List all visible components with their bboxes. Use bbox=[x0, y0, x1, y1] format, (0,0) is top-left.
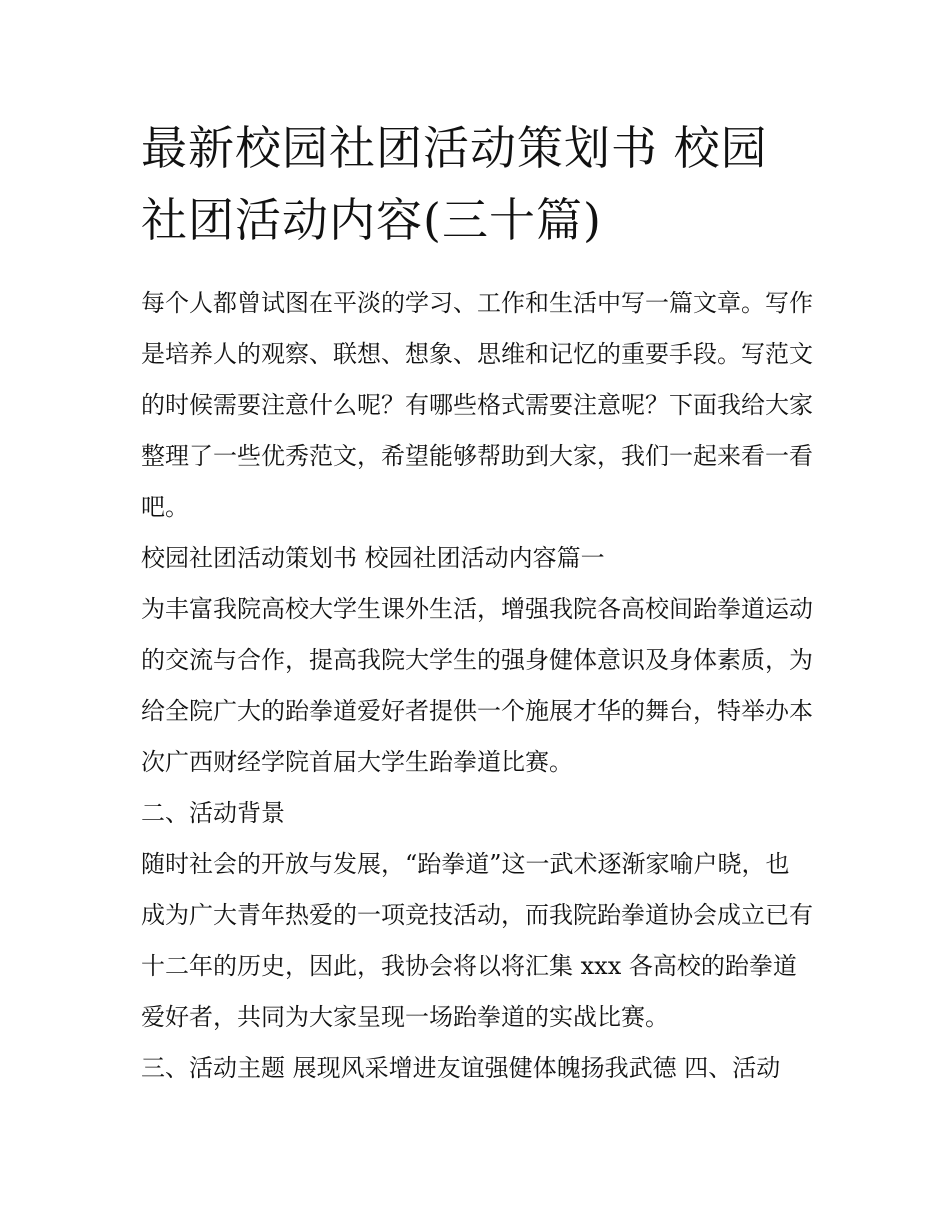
background-paragraph: 随时社会的开放与发展，“跆拳道”这一武术逐渐家喻户晓，也成为广大青年热爱的一项竞技活动，而我院跆拳道协会成立已有十二年的历史，因此，我协会将以将汇集 xxx 各高校的跆拳道爱好者，共同为大家呈现一场跆拳道的实战比赛。 bbox=[141, 850, 813, 1031]
document-page bbox=[141, 112, 813, 1094]
section-heading-background: 二、活动背景 bbox=[141, 799, 285, 827]
section-heading-part-one: 校园社团活动策划书 校园社团活动内容篇一 bbox=[141, 544, 605, 572]
intro-paragraph: 每个人都曾试图在平淡的学习、工作和生活中写一篇文章。写作是培养人的观察、联想、想象、思维和记忆的重要手段。写范文的时候需要注意什么呢？有哪些格式需要注意呢？下面我给大家整理了一些优秀范文，希望能够帮助到大家，我们一起来看一看吧。 bbox=[141, 289, 813, 521]
document-title: 最新校园社团活动策划书 校园社团活动内容(三十篇) bbox=[141, 121, 768, 247]
purpose-paragraph: 为丰富我院高校大学生课外生活，增强我院各高校间跆拳道运动的交流与合作，提高我院大学生的强身健体意识及身体素质，为给全院广大的跆拳道爱好者提供一个施展才华的舞台，特举办本次广西财经学院首届大学生跆拳道比赛。 bbox=[141, 595, 813, 776]
theme-paragraph: 三、活动主题 展现风采增进友谊强健体魄扬我武德 四、活动 bbox=[141, 1054, 781, 1082]
